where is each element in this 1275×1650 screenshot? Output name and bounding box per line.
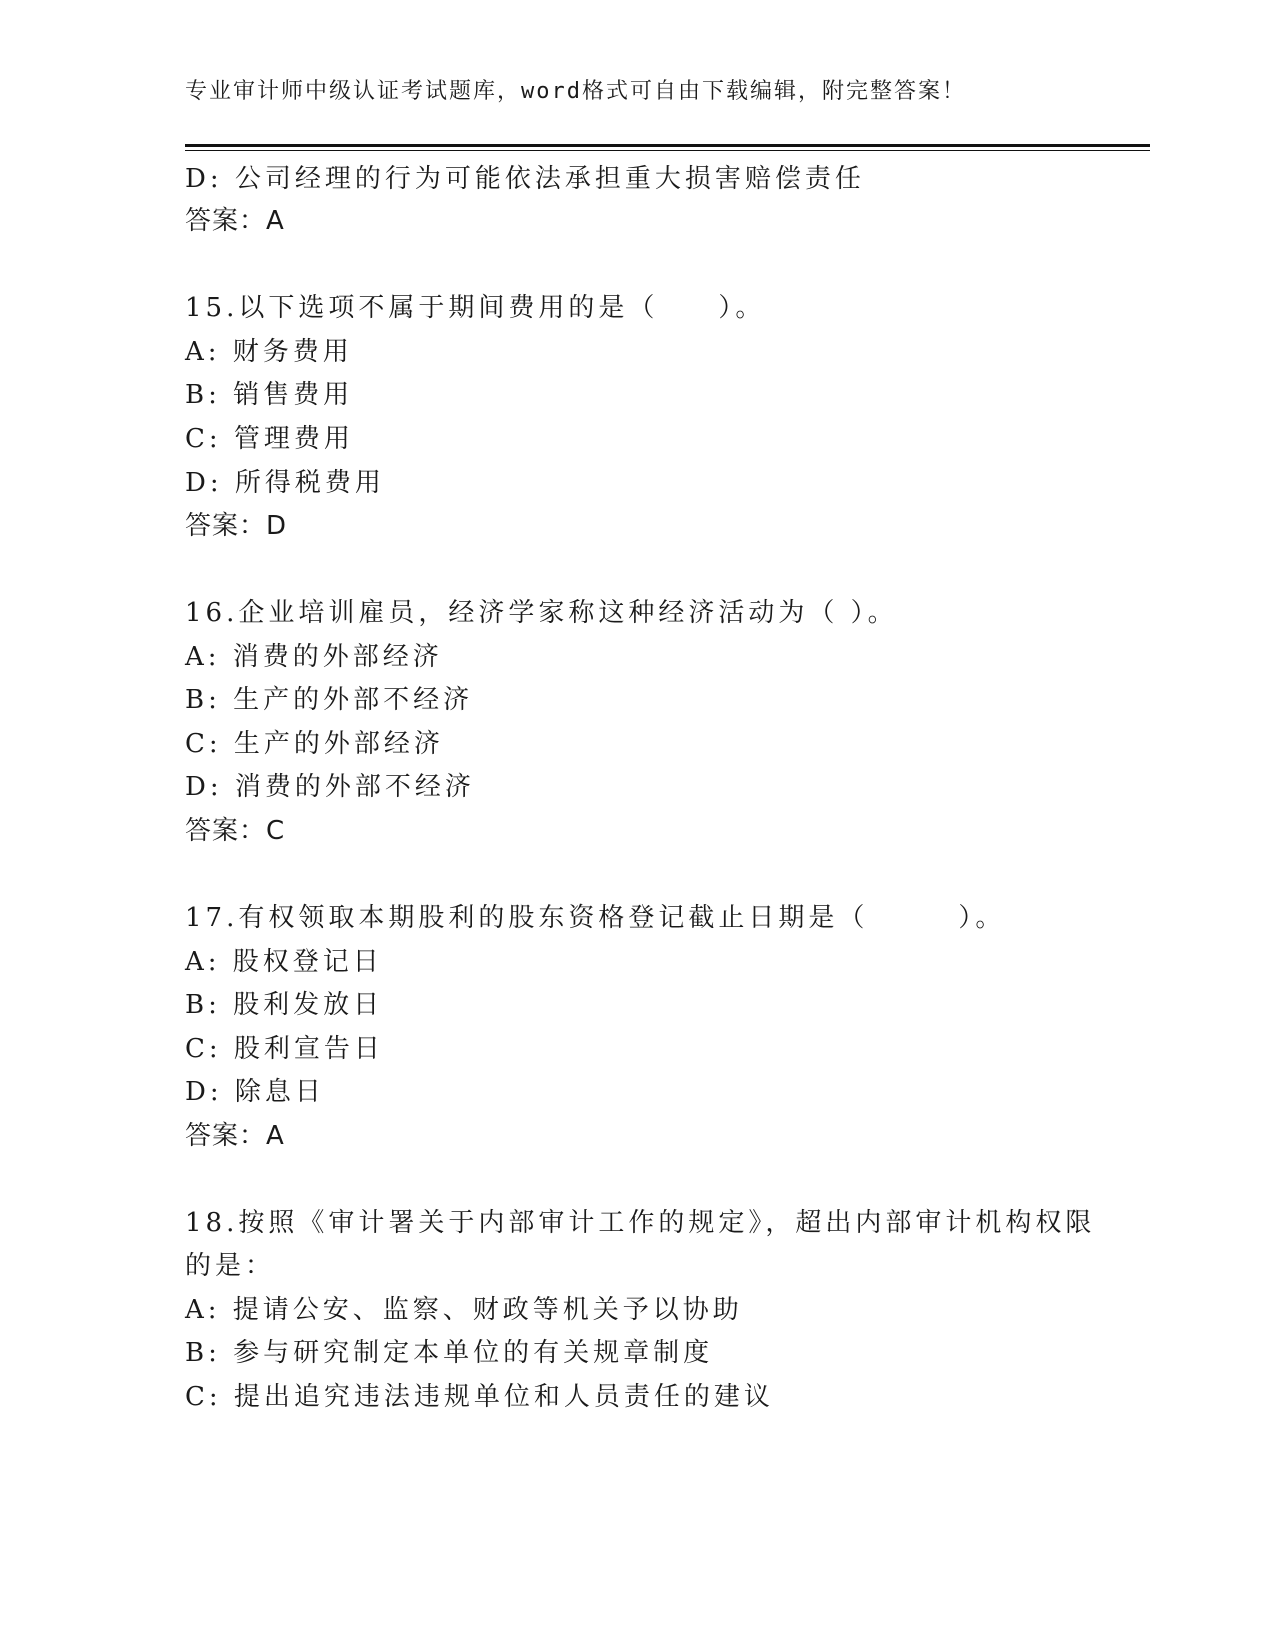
answer-line: 答案：A <box>185 206 285 236</box>
option-line: D: 公司经理的行为可能依法承担重大损害赔偿责任 <box>185 164 865 194</box>
option-line: C: 生产的外部经济 <box>185 729 444 759</box>
option-line: C: 管理费用 <box>185 424 354 454</box>
option-line: B: 股利发放日 <box>185 990 384 1020</box>
answer-line: 答案：D <box>185 511 288 541</box>
option-line: C: 提出追究违法违规单位和人员责任的建议 <box>185 1382 774 1412</box>
option-line: D: 除息日 <box>185 1077 325 1107</box>
option-line: A: 提请公安、监察、财政等机关予以协助 <box>185 1295 743 1325</box>
document-header: 专业审计师中级认证考试题库，word格式可自由下载编辑，附完整答案！ <box>185 79 966 104</box>
option-line: C: 股利宣告日 <box>185 1034 384 1064</box>
option-line: A: 消费的外部经济 <box>185 642 443 672</box>
question-line-continued: 的是： <box>185 1251 276 1281</box>
header-divider <box>185 144 1150 147</box>
question-line: 15.以下选项不属于期间费用的是（ ）。 <box>185 293 766 323</box>
question-line: 17.有权领取本期股利的股东资格登记截止日期是（ ）。 <box>185 903 1006 933</box>
option-line: D: 消费的外部不经济 <box>185 772 475 802</box>
option-line: B: 销售费用 <box>185 380 354 410</box>
option-line: A: 财务费用 <box>185 337 353 367</box>
answer-line: 答案：A <box>185 1121 285 1151</box>
question-line: 16.企业培训雇员，经济学家称这种经济活动为（ ）。 <box>185 598 898 628</box>
answer-line: 答案：C <box>185 816 286 846</box>
option-line: B: 生产的外部不经济 <box>185 685 474 715</box>
option-line: D: 所得税费用 <box>185 468 385 498</box>
question-line: 18.按照《审计署关于内部审计工作的规定》，超出内部审计机构权限 <box>185 1208 1096 1238</box>
header-divider-thin <box>185 150 1150 151</box>
option-line: B: 参与研究制定本单位的有关规章制度 <box>185 1338 714 1368</box>
option-line: A: 股权登记日 <box>185 947 383 977</box>
